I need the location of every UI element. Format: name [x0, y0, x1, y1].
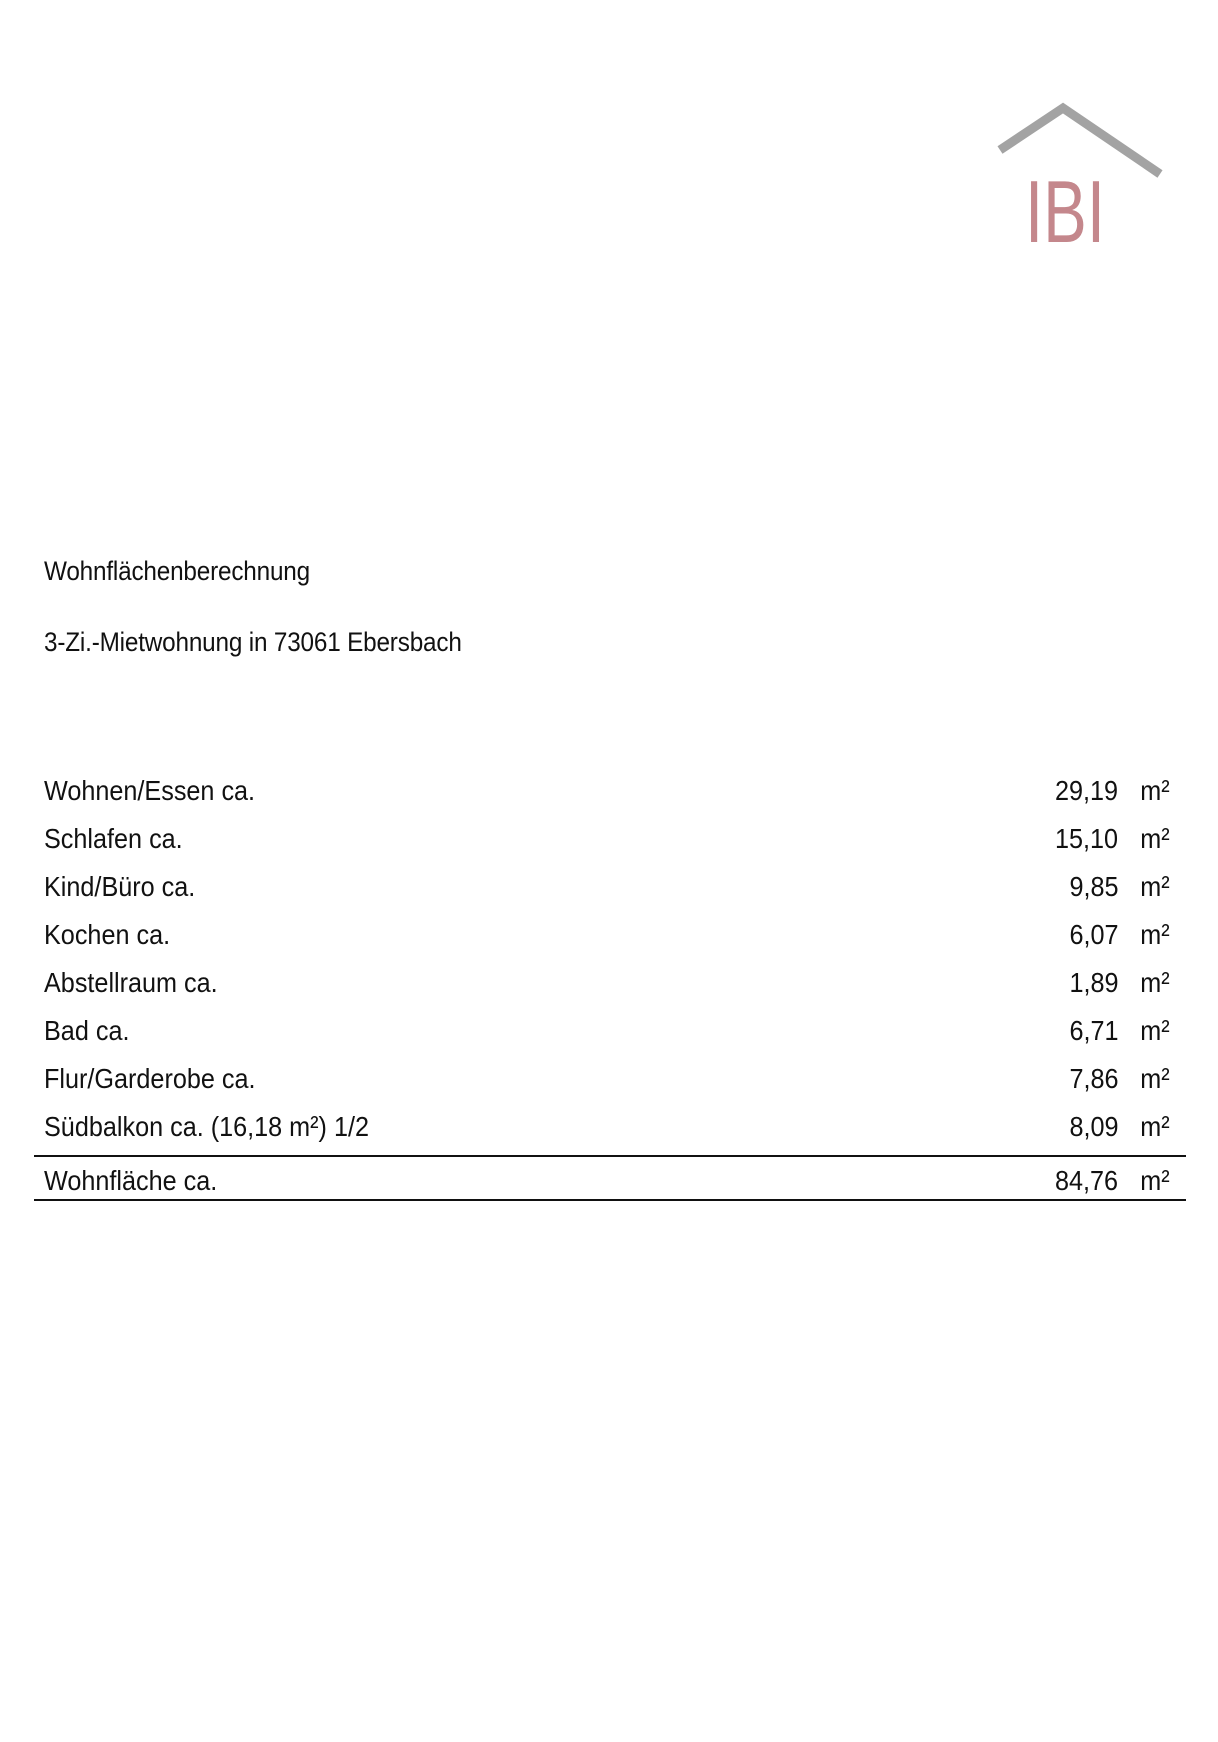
- room-area-value: 15,10: [1054, 823, 1118, 854]
- room-area-value: 6,71: [1068, 1015, 1118, 1046]
- document-subtitle: 3-Zi.-Mietwohnung in 73061 Ebersbach: [44, 627, 462, 657]
- logo-text: IBI: [1025, 162, 1105, 250]
- room-area-unit: m²: [1140, 1015, 1170, 1046]
- table-row: [34, 1059, 1186, 1107]
- table-row: [34, 915, 1186, 963]
- company-logo: [995, 100, 1170, 250]
- room-area-unit: m²: [1140, 1063, 1170, 1094]
- table-row: [34, 819, 1186, 867]
- table-row: [34, 963, 1186, 1011]
- room-area-unit: m²: [1140, 775, 1170, 806]
- total-area-unit: m²: [1140, 1165, 1170, 1196]
- room-area-value: 1,89: [1068, 967, 1118, 998]
- room-label: Kind/Büro ca.: [44, 871, 196, 902]
- total-label: Wohnfläche ca.: [44, 1165, 218, 1196]
- room-label: Wohnen/Essen ca.: [44, 775, 256, 806]
- table-row: [34, 771, 1186, 819]
- room-area-unit: m²: [1140, 823, 1170, 854]
- house-roof-logo-icon: [995, 100, 1170, 250]
- room-area-value: 6,07: [1068, 919, 1118, 950]
- room-label: Südbalkon ca. (16,18 m²) 1/2: [44, 1111, 369, 1142]
- room-label: Abstellraum ca.: [44, 967, 218, 998]
- room-area-unit: m²: [1140, 871, 1170, 902]
- room-area-value: 9,85: [1068, 871, 1118, 902]
- room-area-value: 7,86: [1068, 1063, 1118, 1094]
- room-label: Bad ca.: [44, 1015, 130, 1046]
- room-label: Flur/Garderobe ca.: [44, 1063, 256, 1094]
- table-row: [34, 1107, 1186, 1155]
- area-table: [34, 771, 1186, 1201]
- total-row: [34, 1155, 1186, 1201]
- room-area-value: 29,19: [1054, 775, 1118, 806]
- room-area-unit: m²: [1140, 967, 1170, 998]
- table-row: [34, 867, 1186, 915]
- total-area-value: 84,76: [1054, 1165, 1118, 1196]
- document-title: Wohnflächenberechnung: [44, 556, 310, 586]
- room-area-value: 8,09: [1068, 1111, 1118, 1142]
- table-row: [34, 1011, 1186, 1059]
- room-area-unit: m²: [1140, 919, 1170, 950]
- room-label: Kochen ca.: [44, 919, 171, 950]
- room-area-unit: m²: [1140, 1111, 1170, 1142]
- room-label: Schlafen ca.: [44, 823, 183, 854]
